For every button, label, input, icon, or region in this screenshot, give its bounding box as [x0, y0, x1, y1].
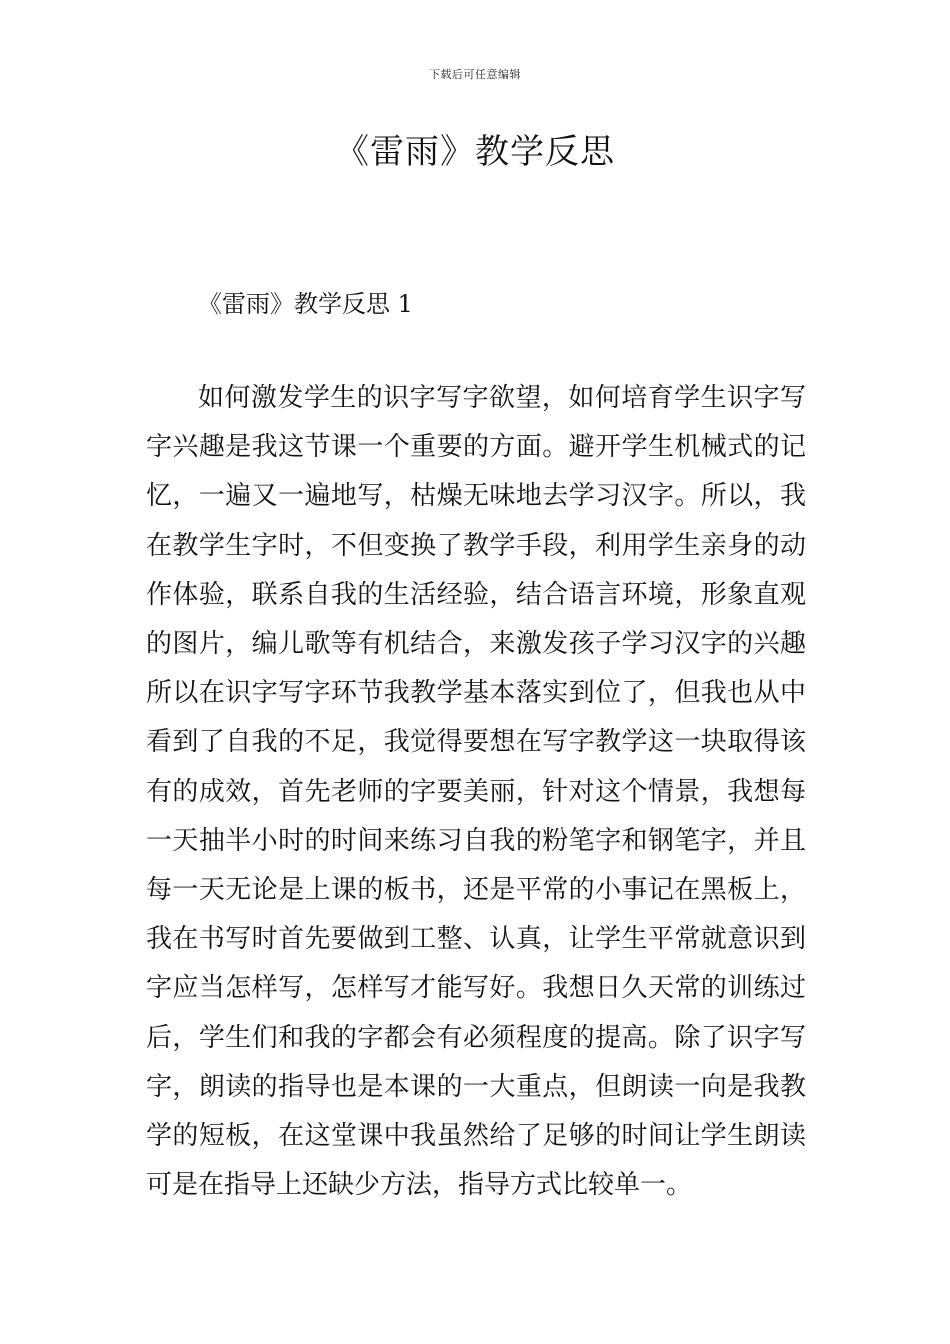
document-title: 《雷雨》教学反思: [335, 132, 615, 172]
header-note: 下载后可任意编辑: [429, 68, 521, 81]
section-heading: 《雷雨》教学反思 1: [198, 290, 413, 318]
body-paragraph: 如何激发学生的识字写字欲望，如何培育学生识字写字兴趣是我这节课一个重要的方面。避开学生机械式的记忆，一遍又一遍地写，枯燥无味地去学习汉字。所以，我在教学生字时，不但变换了教学手段，利用学生亲身的动作体验，联系自我的生活经验，结合语言环境，形象直观的图片，编儿歌等有机结合，来激发孩子学习汉字的兴趣所以在识字写字环节我教学基本落实到位了，但我也从中看到了自我的不足，我觉得要想在写字教学这一块取得该有的成效，首先老师的字要美丽，针对这个情景，我想每一天抽半小时的时间来练习自我的粉笔字和钢笔字，并且每一天无论是上课的板书，还是平常的小事记在黑板上，我在书写时首先要做到工整、认真，让学生平常就意识到字应当怎样写，怎样写才能写好。我想日久天常的训练过后，学生们和我的字都会有必须程度的提高。除了识字写字，朗读的指导也是本课的一大重点，但朗读一向是我教学的短板，在这堂课中我虽然给了足够的时间让学生朗读可是在指导上还缺少方法，指导方式比较单一。: [146, 383, 806, 1201]
